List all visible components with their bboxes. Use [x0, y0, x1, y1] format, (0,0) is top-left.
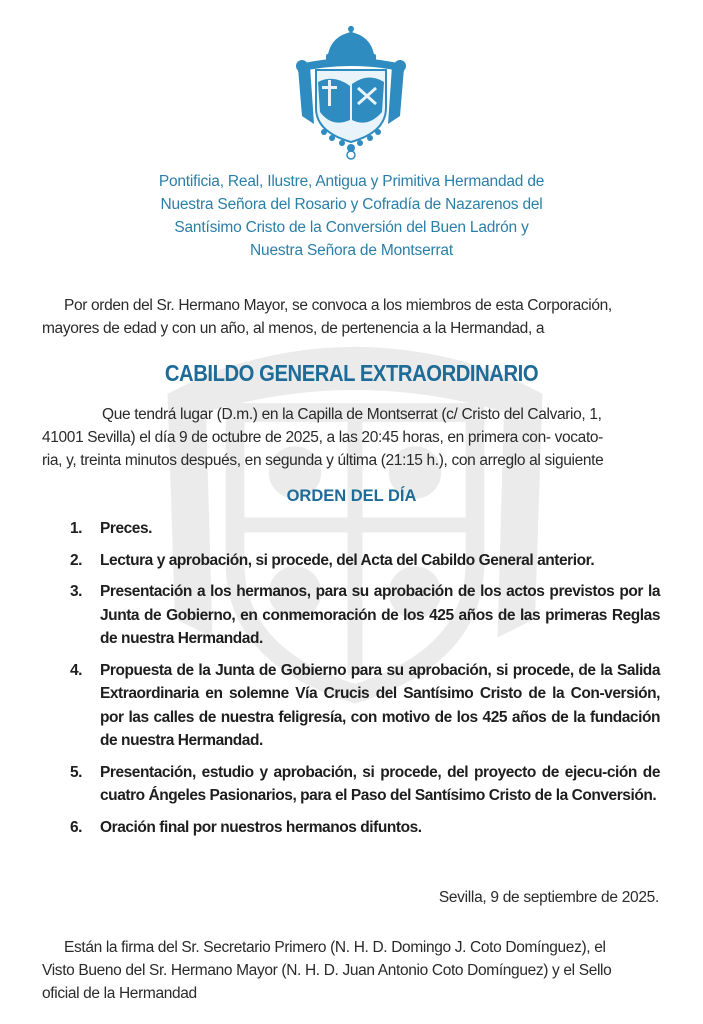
agenda-list — [70, 517, 660, 847]
agenda-item-text: Lectura y aprobación, si procede, del Acta del Cabildo General anterior. — [100, 551, 595, 569]
intro-line: Por orden del Sr. Hermano Mayor, se convoca a los miembros de esta Corporación, — [64, 297, 612, 314]
agenda-title: ORDEN DEL DÍA — [286, 487, 417, 505]
agenda-item — [70, 580, 660, 651]
agenda-item-number: 3. — [70, 583, 83, 600]
agenda-item-text: Preces. — [100, 520, 153, 537]
agenda-item-number: 5. — [70, 763, 83, 781]
header-line: Pontificia, Real, Ilustre, Antigua y Primitiva Hermandad de — [158, 173, 545, 190]
agenda-item-text: Presentación, estudio y aprobación, si procede, del proyecto de ejecu-ción de cuatro Ángeles Pasionarios, para el Paso del Santísimo Cristo de la Conversión. — [100, 763, 660, 804]
signature-line: Visto Bueno del Sr. Hermano Mayor (N. H. D. Juan Antonio Coto Domínguez) y el Sello — [42, 962, 612, 979]
agenda-item-text: Presentación a los hermanos, para su aprobación de los actos previstos por la Junta de Gobierno, en conmemoración de los 425 años de las primeras Reglas de nuestra Hermandad. — [100, 583, 660, 647]
convocation-line: 41001 Sevilla) el día 9 de octubre de 2025, a las 20:45 horas, en primera con- vocato- — [42, 429, 603, 446]
convocation-paragraph — [42, 403, 662, 472]
intro-line: mayores de edad y con un año, al menos, de pertenencia a la Hermandad, a — [42, 320, 545, 337]
agenda-item-text: Propuesta de la Junta de Gobierno para su aprobación, si procede, de la Salida Extraordinaria en solemne Vía Crucis del Santísimo Cristo de la Con-versión, por las calles de nuestra feligresía, con motivo de los 425 años de la fundación de nuestra Hermandad. — [100, 661, 660, 749]
header-line: Nuestra Señora de Montserrat — [250, 242, 453, 259]
header-line: Nuestra Señora del Rosario y Cofradía de Nazarenos del — [160, 196, 543, 213]
agenda-item-number: 4. — [70, 661, 83, 679]
brotherhood-name — [60, 170, 643, 262]
page-title: CABILDO GENERAL EXTRAORDINARIO — [164, 360, 539, 386]
agenda-item — [70, 816, 660, 840]
intro-paragraph — [42, 294, 662, 340]
convocation-line: Que tendrá lugar (D.m.) en la Capilla de Montserrat (c/ Cristo del Calvario, 1, — [102, 406, 602, 423]
signature-line: Están la firma del Sr. Secretario Primero (N. H. D. Domingo J. Coto Domínguez), el — [64, 939, 606, 956]
signature-paragraph — [42, 936, 662, 1005]
agenda-item-number: 1. — [70, 520, 83, 537]
agenda-item — [70, 761, 660, 808]
agenda-item — [70, 549, 660, 573]
signature-line: oficial de la Hermandad — [42, 985, 197, 1002]
agenda-item-text: Oración final por nuestros hermanos difuntos. — [100, 818, 422, 836]
convocation-line: ria, y, treinta minutos después, en segunda y última (21:15 h.), con arreglo al siguiente — [42, 452, 604, 469]
agenda-item — [70, 517, 660, 541]
document-date: Sevilla, 9 de septiembre de 2025. — [438, 889, 659, 906]
agenda-item — [70, 659, 660, 753]
agenda-item-number: 6. — [70, 818, 83, 836]
agenda-item-number: 2. — [70, 551, 83, 569]
header-line: Santísimo Cristo de la Conversión del Buen Ladrón y — [174, 219, 529, 236]
coat-of-arms-icon — [292, 24, 410, 160]
